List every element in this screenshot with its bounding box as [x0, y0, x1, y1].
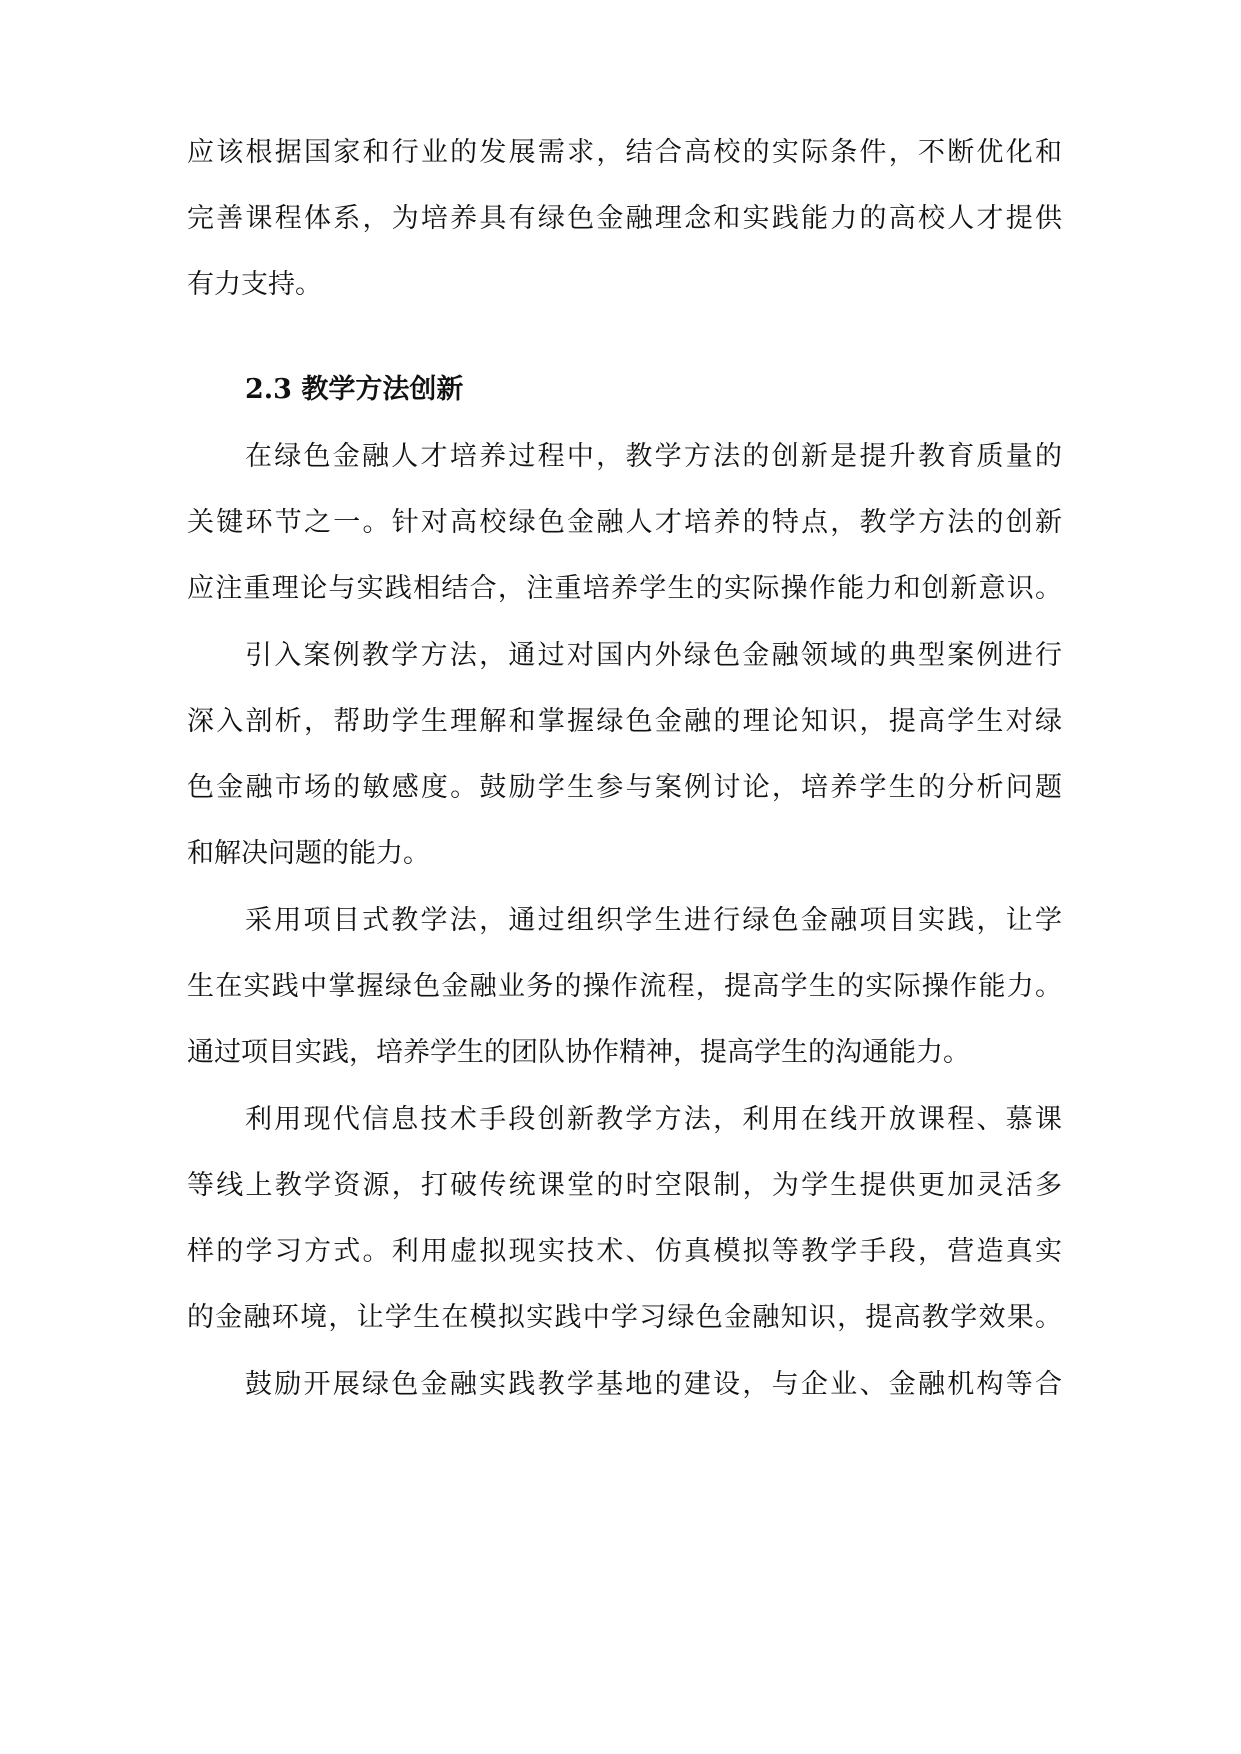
text-line: 完善课程体系，为培养具有绿色金融理念和实践能力的高校人才提供: [187, 203, 1062, 234]
text-line: 生在实践中掌握绿色金融业务的操作流程，提高学生的实际操作能力。: [187, 971, 1062, 1002]
text-line: 深入剖析，帮助学生理解和掌握绿色金融的理论知识，提高学生对绿: [187, 706, 1062, 737]
text-line: 应注重理论与实践相结合，注重培养学生的实际操作能力和创新意识。: [187, 573, 1062, 604]
text-line: 等线上教学资源，打破传统课堂的时空限制，为学生提供更加灵活多: [187, 1170, 1062, 1201]
text-line: 通过项目实践，培养学生的团队协作精神，提高学生的沟通能力。: [187, 1037, 970, 1068]
section-heading: 2.3 教学方法创新: [245, 374, 464, 405]
text-line: 在绿色金融人才培养过程中，教学方法的创新是提升教育质量的: [245, 441, 1062, 472]
text-line: 鼓励开展绿色金融实践教学基地的建设，与企业、金融机构等合: [245, 1369, 1062, 1400]
text-line: 引入案例教学方法，通过对国内外绿色金融领域的典型案例进行: [245, 640, 1062, 671]
text-line: 采用项目式教学法，通过组织学生进行绿色金融项目实践，让学: [245, 905, 1062, 936]
text-line: 样的学习方式。利用虚拟现实技术、仿真模拟等教学手段，营造真实: [187, 1236, 1062, 1267]
text-line: 有力支持。: [187, 269, 322, 300]
text-line: 色金融市场的敏感度。鼓励学生参与案例讨论，培养学生的分析问题: [187, 772, 1062, 803]
text-line: 的金融环境，让学生在模拟实践中学习绿色金融知识，提高教学效果。: [187, 1302, 1062, 1333]
text-line: 和解决问题的能力。: [187, 838, 430, 869]
text-line: 利用现代信息技术手段创新教学方法，利用在线开放课程、慕课: [245, 1104, 1062, 1135]
text-line: 关键环节之一。针对高校绿色金融人才培养的特点，教学方法的创新: [187, 507, 1062, 538]
text-line: 应该根据国家和行业的发展需求，结合高校的实际条件，不断优化和: [187, 137, 1062, 168]
